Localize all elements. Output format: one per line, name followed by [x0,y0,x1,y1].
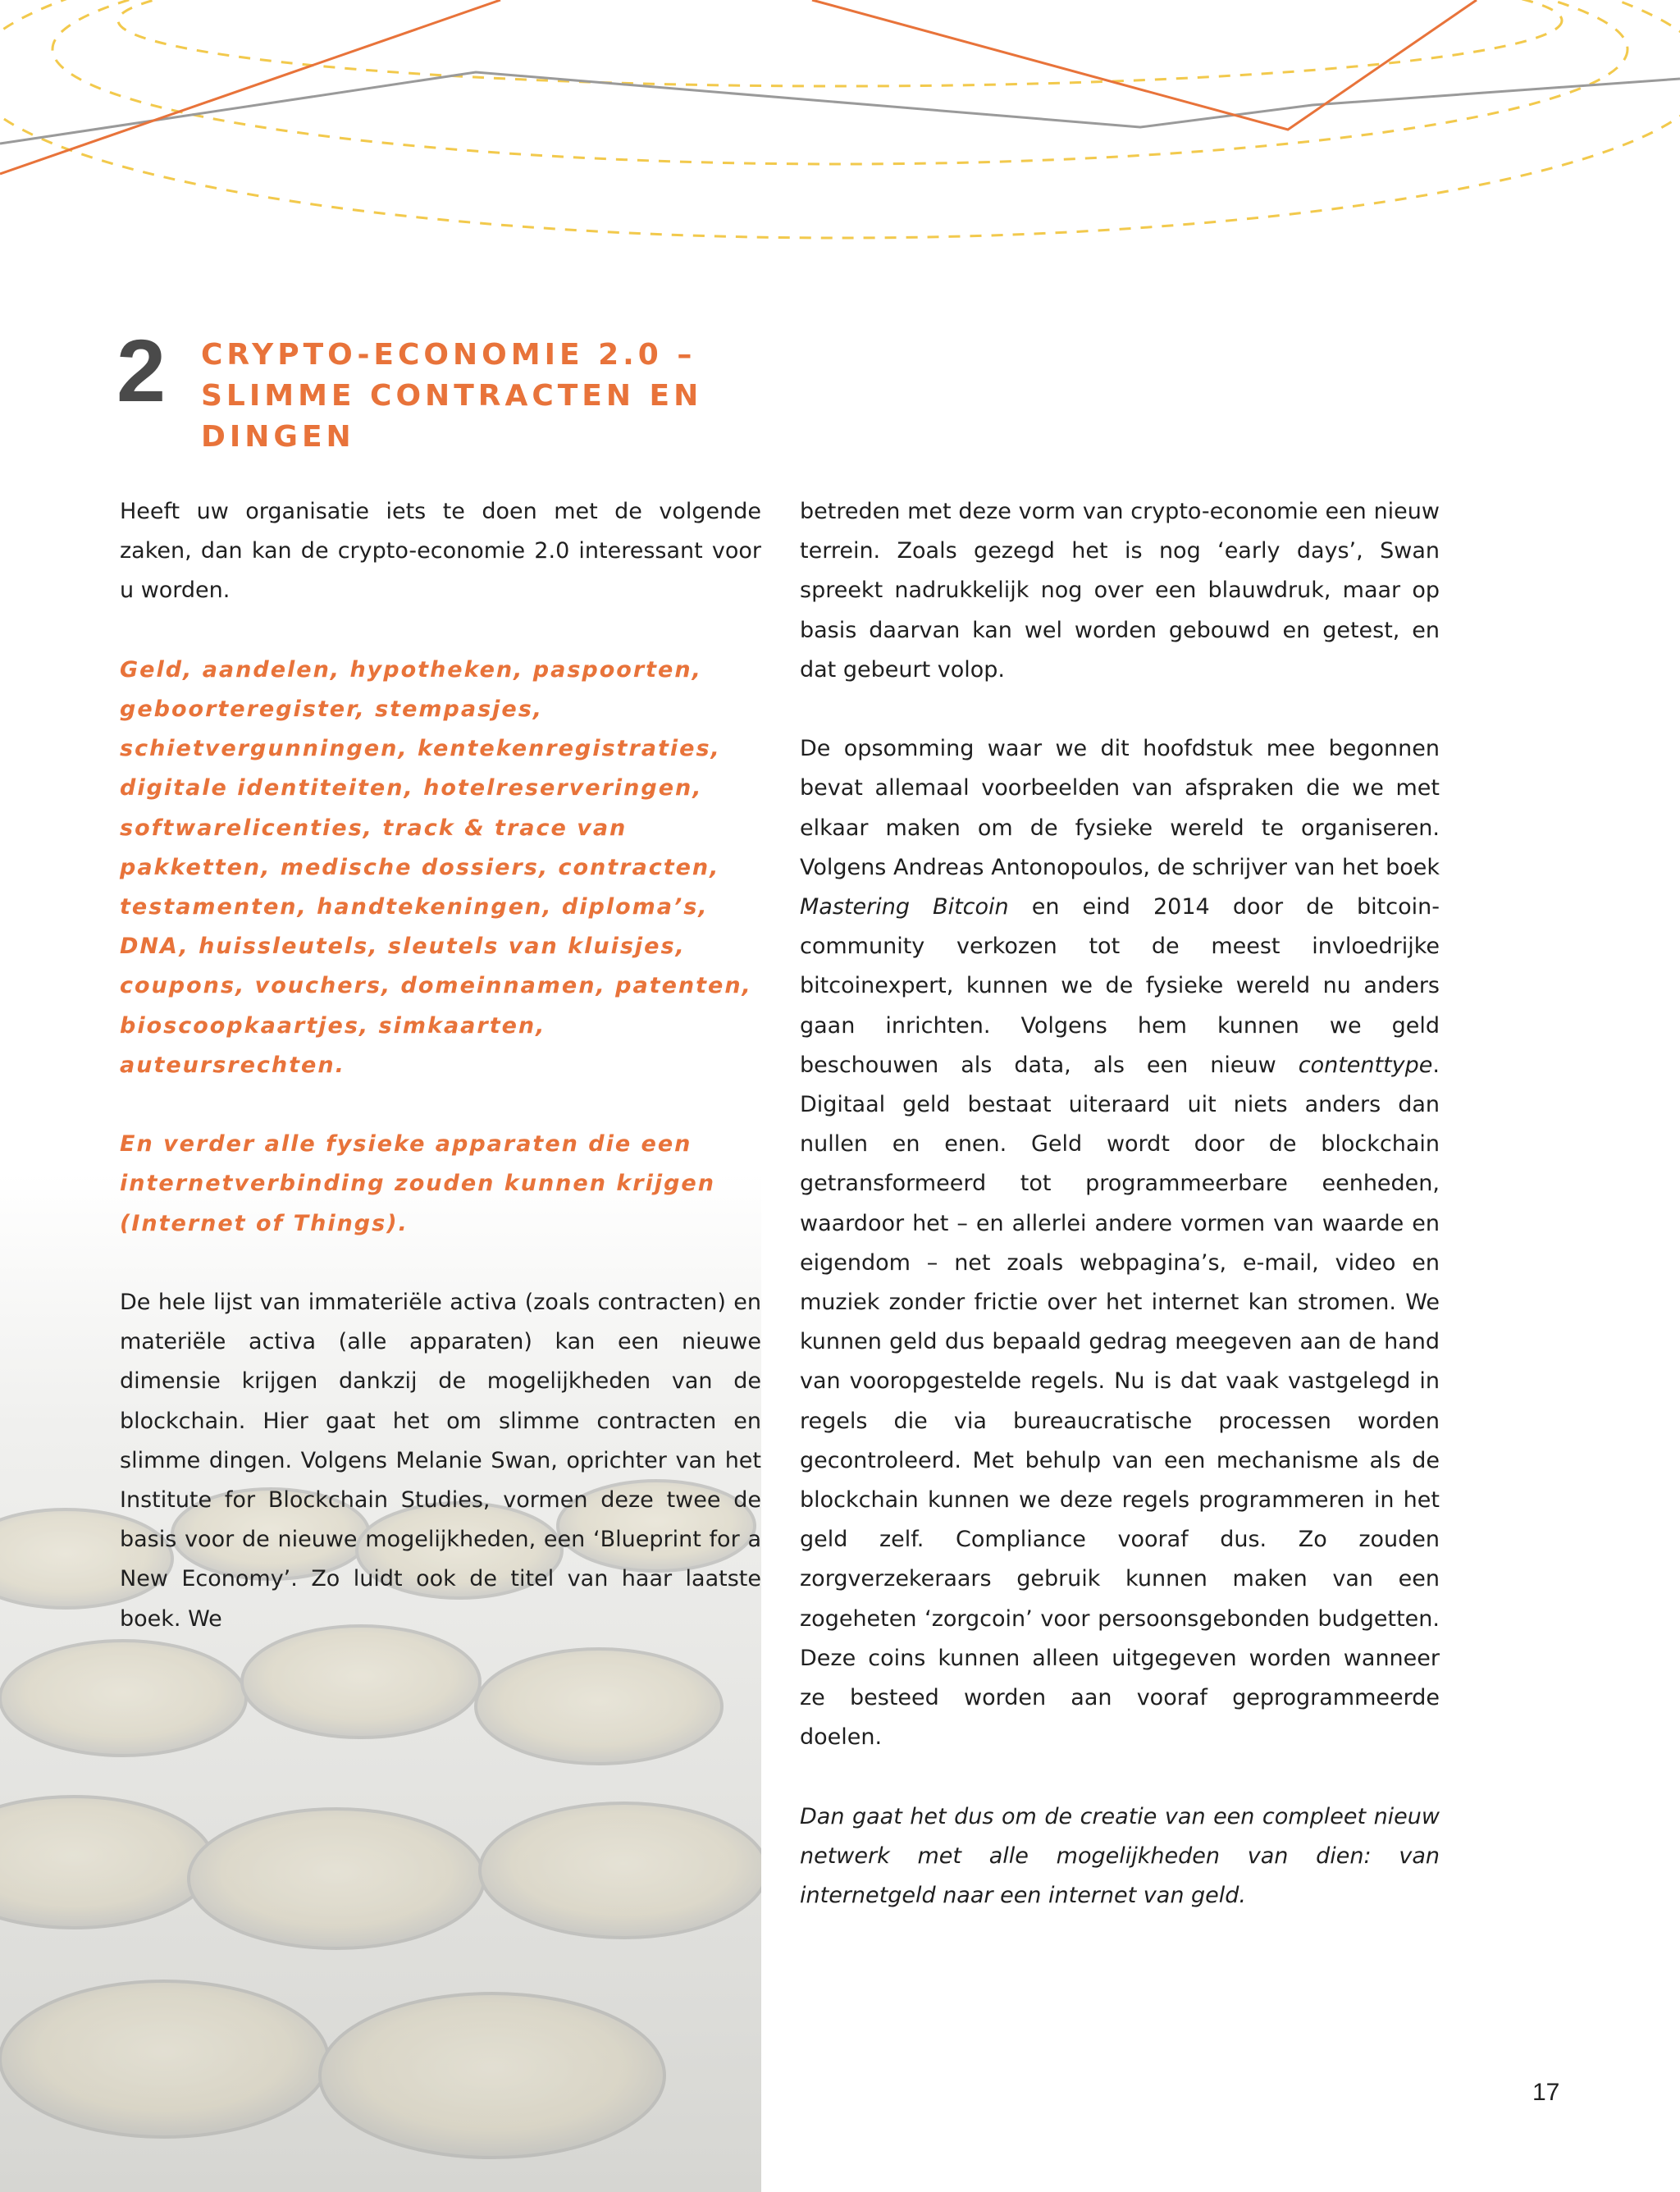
chapter-number: 2 [116,321,167,420]
antonopoulos-paragraph [800,729,1440,1757]
chapter-title-line-2: SLIMME CONTRACTEN EN [201,379,703,413]
dashed-ellipse-middle [52,0,1628,164]
chapter-title-line-3: DINGEN [201,420,355,454]
highlight-devices: En verder alle fysieke apparaten die een internetverbinding zouden kunnen krijgen (Internet of Things). [120,1131,715,1236]
chapter-title-line-1: CRYPTO-ECONOMIE 2.0 – [201,338,696,372]
closing-italic-paragraph: Dan gaat het dus om de creatie van een compleet nieuw netwerk met alle mogelijkheden van dien: van internetgeld naar een internet van geld. [800,1803,1440,1909]
text-segment: De opsomming waar we dit hoofdstuk mee begonnen bevat allemaal voorbeelden van afspraken die we met elkaar maken om de fysieke wereld te organiseren. Volgens Andreas Antonopoulos, de schrijver van het boek [800,736,1440,880]
body-paragraph: De hele lijst van immateriële activa (zoals contracten) en materiële activa (alle apparaten) kan een nieuwe dimensie krijgen dankzij de mogelijkheden van de blockchain. Hier gaat het om slimme contracten en slimme dingen. Volgens Melanie Swan, oprichter van het Institute for Blockchain Studies, vormen deze twee de basis voor de nieuwe mogelijkheden, een ‘Blueprint for a New Economy’. Zo luidt ook de titel van haar laatste boek. We [120,1290,761,1632]
term-contenttype: contenttype [1298,1052,1433,1078]
book-title: Mastering Bitcoin [800,894,1009,920]
right-column [800,492,1440,1955]
text-segment: en eind 2014 door de bitcoin-community verkozen tot de meest invloedrijke bitcoinexpert, kunnen we de fysieke wereld nu anders gaan inrichten. Volgens hem kunnen we geld beschouwen als data, als een nieuw [800,894,1440,1078]
intro-paragraph: Heeft uw organisatie iets te doen met de volgende zaken, dan kan de crypto-economie 2.0 interessant voor u worden. [120,499,761,604]
highlight-list: Geld, aandelen, hypotheken, paspoorten, geboorteregister, stempasjes, schietvergunningen, kentekenregistraties, digitale identiteiten, hotelreserveringen, softwarelicenties, track & trace van pakketten, medische dossiers, contracten, testamenten, handtekeningen, diploma’s, DNA, huissleutels, sleutels van kluisjes, coupons, vouchers, domeinnamen, patenten, bioscoopkaartjes, simkaarten, auteursrechten. [120,656,752,1078]
gray-zigzag-line [0,72,1680,144]
left-column [120,492,761,1678]
dashed-ellipse-inner [118,0,1562,86]
dashed-ellipse-outer [0,0,1680,238]
continuation-paragraph: betreden met deze vorm van crypto-economie een nieuw terrein. Zoals gezegd het is nog ‘early days’, Swan spreekt nadrukkelijk nog over een blauwdruk, maar op basis daarvan kan wel worden gebouwd en getest, en dat gebeurt volop. [800,499,1440,683]
text-segment: . Digitaal geld bestaat uiteraard uit niets anders dan nullen en enen. Geld wordt door de blockchain getransformeerd tot programmeerbare eenheden, waardoor het – en allerlei andere vormen van waarde en eigendom – net zoals webpagina’s, e-mail, video en muziek zonder frictie over het internet kan stromen. We kunnen geld dus bepaald gedrag meegeven aan de hand van vooropgestelde regels. Nu is dat vaak vastgelegd in regels die via bureaucratische processen worden gecontroleerd. Met behulp van een mechanisme als de blockchain kunnen we deze regels programmeren in het geld zelf. Compliance vooraf dus. Zo zouden zorgverzekeraars gebruik kunnen maken van een zogeheten ‘zorgcoin’ voor persoonsgebonden budgetten. Deze coins kunnen alleen uitgegeven worden wanneer ze besteed worden aan vooraf geprogrammeerde doelen. [800,1052,1440,1751]
chapter-title [201,335,775,458]
header-decoration [0,0,1680,246]
page-number: 17 [1532,2079,1560,2106]
